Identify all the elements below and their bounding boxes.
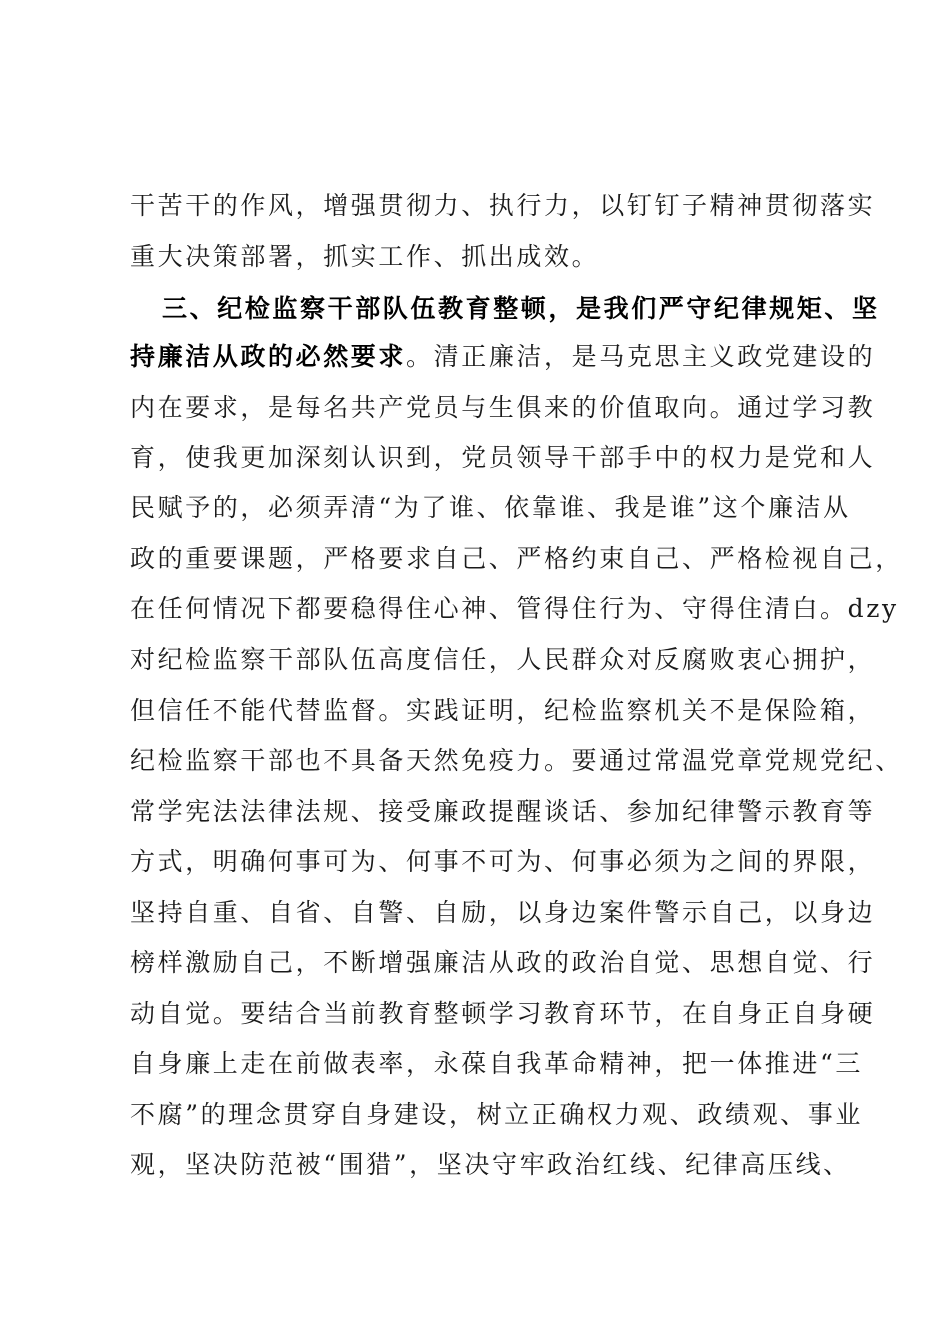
text-line: 干苦干的作风，增强贯彻力、执行力，以钉钉子精神贯彻落实 xyxy=(130,191,876,220)
section-heading-continuation: 持廉洁从政的必然要求 xyxy=(130,342,407,371)
text-line xyxy=(130,342,875,372)
text-line: 不腐”的理念贯穿自身建设，树立正确权力观、政绩观、事业 xyxy=(130,1100,863,1129)
text-line: 民赋予的，必须弄清“为了谁、依靠谁、我是谁”这个廉洁从 xyxy=(130,493,851,522)
text-line: 自身廉上走在前做表率，永葆自我革命精神，把一体推进“三 xyxy=(130,1049,863,1078)
text-line: 动自觉。要结合当前教育整顿学习教育环节，在自身正自身硬 xyxy=(130,999,876,1028)
text-line: 政的重要课题，严格要求自己、严格约束自己、严格检视自己， xyxy=(130,544,903,573)
text-line: 纪检监察干部也不具备天然免疫力。要通过常温党章党规党纪、 xyxy=(130,746,903,775)
text-line: 观，坚决防范被“围猎”，坚决守牢政治红线、纪律高压线、 xyxy=(130,1150,851,1179)
text-line: 内在要求，是每名共产党员与生俱来的价值取向。通过学习教 xyxy=(130,393,876,422)
text-line: 榜样激励自己，不断增强廉洁从政的政治自觉、思想自觉、行 xyxy=(130,948,876,977)
text-line: 常学宪法法律法规、接受廉政提醒谈话、参加纪律警示教育等 xyxy=(130,797,876,826)
text-line: 坚持自重、自省、自警、自励，以身边案件警示自己，以身边 xyxy=(130,898,876,927)
text-line: 在任何情况下都要稳得住心神、管得住行为、守得住清白。dzy xyxy=(130,594,899,623)
text-line: 对纪检监察干部队伍高度信任，人民群众对反腐败衷心拥护， xyxy=(130,645,876,674)
text-line: 方式，明确何事可为、何事不可为、何事必须为之间的界限， xyxy=(130,847,876,876)
text-line: 育，使我更加深刻认识到，党员领导干部手中的权力是党和人 xyxy=(130,443,876,472)
text-line-rest: 。清正廉洁，是马克思主义政党建设的 xyxy=(406,342,876,371)
text-line: 但信任不能代替监督。实践证明，纪检监察机关不是保险箱， xyxy=(130,696,876,725)
text-line: 重大决策部署，抓实工作、抓出成效。 xyxy=(130,242,600,271)
section-heading: 三、纪检监察干部队伍教育整顿，是我们严守纪律规矩、坚 xyxy=(162,294,880,323)
